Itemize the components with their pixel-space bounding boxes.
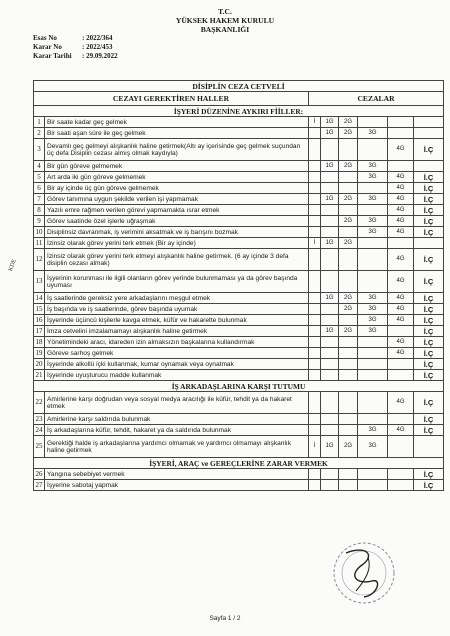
offense-description: Bir ay içinde üç gün göreve gelmemek bbox=[45, 183, 309, 194]
offense-description: Amirlerine karşı doğrudan veya sosyal medya aracılığı ile küfür, tehdit ya da hakaret etmek bbox=[45, 392, 309, 414]
column-header-penalties: CEZALAR bbox=[309, 92, 444, 106]
penalty-cell: İ.Ç bbox=[414, 348, 444, 359]
penalty-cell: 1G bbox=[321, 293, 339, 304]
table-row bbox=[34, 315, 444, 326]
penalty-cell: 4G bbox=[388, 172, 414, 183]
penalty-cell: İ.Ç bbox=[414, 304, 444, 315]
penalty-cell bbox=[388, 469, 414, 480]
penalty-cell bbox=[358, 271, 388, 293]
penalty-cell bbox=[309, 139, 321, 161]
penalty-cell bbox=[309, 161, 321, 172]
penalty-cell: İ.Ç bbox=[414, 183, 444, 194]
penalty-cell: 3G bbox=[358, 315, 388, 326]
table-row bbox=[34, 194, 444, 205]
row-number: 10 bbox=[35, 227, 43, 236]
row-number: 3 bbox=[34, 139, 45, 161]
penalty-cell: 2G bbox=[339, 128, 358, 139]
penalty-cell bbox=[414, 128, 444, 139]
penalty-cell bbox=[321, 315, 339, 326]
penalty-cell bbox=[339, 227, 358, 238]
penalty-cell: 2G bbox=[339, 326, 358, 337]
penalty-cell: İ.Ç bbox=[414, 194, 444, 205]
table-row bbox=[34, 139, 444, 161]
offense-description: Devamlı geç gelmeyi alışkanlık haline getirmek(Altı ay içerisinde geç gelmek suçundan üç defa Disiplin cezası almış olmak kaydıyla) bbox=[45, 139, 309, 161]
row-number: 12 bbox=[34, 249, 45, 271]
penalty-cell: 4G bbox=[388, 183, 414, 194]
penalty-cell bbox=[388, 436, 414, 458]
penalty-cell bbox=[309, 425, 321, 436]
penalty-cell: 2G bbox=[339, 117, 358, 128]
row-number: 27 bbox=[35, 480, 43, 489]
table-row bbox=[34, 359, 444, 370]
header-department: BAŞKANLIĞI bbox=[200, 25, 250, 34]
offense-description: Art arda iki gün göreve gelmemek bbox=[45, 172, 309, 183]
table-row bbox=[34, 293, 444, 304]
signature-stamp bbox=[326, 535, 402, 607]
penalty-cell: 3G bbox=[358, 227, 388, 238]
case-meta bbox=[33, 34, 118, 61]
offense-description: İşyerinde üçüncü kişilerle kavga etmek, küfür ve hakarette bulunmak bbox=[45, 315, 309, 326]
penalty-cell bbox=[339, 425, 358, 436]
penalty-cell bbox=[309, 293, 321, 304]
row-number: 13 bbox=[34, 271, 45, 293]
discipline-table bbox=[33, 80, 444, 491]
header-institution: YÜKSEK HAKEM KURULU bbox=[175, 16, 275, 25]
penalty-cell: 4G bbox=[388, 348, 414, 359]
offense-description: İmza cetvelini imzalamamayı alışkanlık haline getirmek bbox=[45, 326, 309, 337]
penalty-cell bbox=[358, 238, 388, 249]
penalty-cell bbox=[358, 139, 388, 161]
offense-description: İş saatlerinde gereksiz yere arkadaşlarını meşgul etmek bbox=[45, 293, 309, 304]
penalty-cell bbox=[321, 425, 339, 436]
penalty-cell: 4G bbox=[388, 205, 414, 216]
penalty-cell bbox=[358, 370, 388, 381]
offense-description: Bir saati aşan süre ile geç gelmek bbox=[45, 128, 309, 139]
offense-description: İş başında ve iş saatlerinde, görev başında uyumak bbox=[45, 304, 309, 315]
meta-esas: Esas No : 2022/364 bbox=[33, 34, 113, 42]
row-number: 8 bbox=[34, 205, 45, 216]
row-number: 11 bbox=[34, 238, 45, 249]
penalty-cell bbox=[309, 216, 321, 227]
penalty-cell bbox=[388, 117, 414, 128]
penalty-cell bbox=[321, 249, 339, 271]
penalty-cell: 3G bbox=[358, 304, 388, 315]
column-header-row bbox=[34, 92, 444, 106]
penalty-cell bbox=[388, 128, 414, 139]
penalty-cell: 4G bbox=[388, 337, 414, 348]
penalty-cell: 1G bbox=[321, 194, 339, 205]
penalty-cell bbox=[321, 392, 339, 414]
offense-description: İşyerinde uyuşturucu madde kullanmak bbox=[45, 370, 309, 381]
offense-description: İzinsiz olarak görev yerini terk etmek (Bir ay içinde) bbox=[45, 238, 309, 249]
penalty-cell bbox=[321, 480, 339, 491]
penalty-cell bbox=[309, 172, 321, 183]
penalty-cell: 4G bbox=[388, 315, 414, 326]
meta-karar: Karar No : 2022/453 bbox=[33, 43, 113, 51]
table-row bbox=[34, 249, 444, 271]
penalty-cell: İ.Ç bbox=[414, 315, 444, 326]
penalty-cell: İ.Ç bbox=[414, 414, 444, 425]
table-row bbox=[34, 227, 444, 238]
penalty-cell bbox=[388, 370, 414, 381]
penalty-cell: 3G bbox=[358, 128, 388, 139]
penalty-cell bbox=[321, 227, 339, 238]
penalty-cell: 3G bbox=[358, 161, 388, 172]
page-number: Sayfa 1 / 2 bbox=[209, 615, 241, 622]
column-header-offenses: CEZAYI GEREKTİREN HALLER bbox=[34, 92, 309, 106]
penalty-cell: 1G bbox=[321, 238, 339, 249]
penalty-cell: İ.Ç bbox=[414, 337, 444, 348]
penalty-cell: İ.Ç bbox=[414, 392, 444, 414]
penalty-cell bbox=[309, 194, 321, 205]
penalty-cell bbox=[388, 161, 414, 172]
section-title: İŞYERİ, ARAÇ ve GEREÇLERİNE ZARAR VERMEK bbox=[34, 458, 444, 469]
table-row bbox=[34, 337, 444, 348]
penalty-cell: 2G bbox=[339, 194, 358, 205]
row-number: 7 bbox=[34, 194, 45, 205]
penalty-cell bbox=[388, 359, 414, 370]
offense-description: Disiplinsiz davranmak, iş verimini aksatmak ve iş barışını bozmak bbox=[45, 227, 309, 238]
penalty-cell bbox=[358, 359, 388, 370]
table-row bbox=[34, 425, 444, 436]
penalty-cell bbox=[358, 469, 388, 480]
penalty-cell bbox=[339, 337, 358, 348]
penalty-cell bbox=[339, 183, 358, 194]
penalty-cell: İ.Ç bbox=[414, 172, 444, 183]
penalty-cell bbox=[358, 205, 388, 216]
penalty-cell: 4G bbox=[388, 425, 414, 436]
row-number: 19 bbox=[35, 348, 43, 357]
penalty-cell bbox=[321, 216, 339, 227]
penalty-cell bbox=[388, 480, 414, 491]
table-row bbox=[34, 161, 444, 172]
penalty-cell: 2G bbox=[339, 436, 358, 458]
penalty-cell: 1G bbox=[321, 436, 339, 458]
row-number: 25 bbox=[34, 436, 45, 458]
penalty-cell bbox=[414, 117, 444, 128]
table-row bbox=[34, 480, 444, 491]
penalty-cell bbox=[309, 304, 321, 315]
penalty-cell bbox=[339, 172, 358, 183]
penalty-cell bbox=[309, 348, 321, 359]
row-number: 17 bbox=[35, 326, 43, 335]
penalty-cell bbox=[358, 348, 388, 359]
penalty-cell: 4G bbox=[388, 249, 414, 271]
penalty-cell: 3G bbox=[358, 326, 388, 337]
penalty-cell bbox=[309, 469, 321, 480]
penalty-cell bbox=[388, 238, 414, 249]
penalty-cell bbox=[388, 414, 414, 425]
row-number: 21 bbox=[35, 370, 43, 379]
penalty-cell bbox=[339, 414, 358, 425]
table-row bbox=[34, 128, 444, 139]
penalty-cell: 1G bbox=[321, 161, 339, 172]
penalty-cell: 1G bbox=[321, 326, 339, 337]
offense-description: Bir saate kadar geç gelmek bbox=[45, 117, 309, 128]
penalty-cell bbox=[309, 370, 321, 381]
penalty-cell bbox=[321, 370, 339, 381]
table-row bbox=[34, 172, 444, 183]
offense-description: Görev tanımına uygun şekilde verilen işi yapmamak bbox=[45, 194, 309, 205]
table-row bbox=[34, 216, 444, 227]
penalty-cell bbox=[339, 469, 358, 480]
penalty-cell bbox=[414, 436, 444, 458]
penalty-cell bbox=[358, 117, 388, 128]
penalty-cell bbox=[309, 227, 321, 238]
offense-description: Görev saatinde özel işlerle uğraşmak bbox=[45, 216, 309, 227]
penalty-cell bbox=[309, 359, 321, 370]
table-row bbox=[34, 326, 444, 337]
penalty-cell: 1G bbox=[321, 128, 339, 139]
penalty-cell bbox=[388, 326, 414, 337]
penalty-cell: 3G bbox=[358, 436, 388, 458]
table-row bbox=[34, 205, 444, 216]
penalty-cell: İ.Ç bbox=[414, 326, 444, 337]
penalty-cell: 3G bbox=[358, 172, 388, 183]
table-row bbox=[34, 348, 444, 359]
penalty-cell bbox=[321, 359, 339, 370]
table-row bbox=[34, 370, 444, 381]
penalty-cell: 3G bbox=[358, 216, 388, 227]
offense-description: İşyerine sabotaj yapmak bbox=[45, 480, 309, 491]
row-number: 18 bbox=[35, 337, 43, 346]
table-row bbox=[34, 117, 444, 128]
penalty-cell bbox=[309, 414, 321, 425]
penalty-cell: 1G bbox=[321, 117, 339, 128]
penalty-cell: İ.Ç bbox=[414, 370, 444, 381]
offense-description: Yangına sebebiyet vermek bbox=[45, 469, 309, 480]
penalty-cell bbox=[339, 249, 358, 271]
penalty-cell bbox=[339, 359, 358, 370]
penalty-cell: İ.Ç bbox=[414, 469, 444, 480]
penalty-cell: İ.Ç bbox=[414, 216, 444, 227]
penalty-cell: 4G bbox=[388, 304, 414, 315]
table-row bbox=[34, 436, 444, 458]
penalty-cell: İ.Ç bbox=[414, 205, 444, 216]
penalty-cell: 4G bbox=[388, 271, 414, 293]
penalty-cell: 4G bbox=[388, 216, 414, 227]
penalty-cell: İ.Ç bbox=[414, 359, 444, 370]
penalty-cell: 4G bbox=[388, 227, 414, 238]
penalty-cell bbox=[339, 139, 358, 161]
penalty-cell bbox=[321, 205, 339, 216]
penalty-cell bbox=[339, 370, 358, 381]
penalty-cell bbox=[321, 172, 339, 183]
penalty-cell bbox=[321, 414, 339, 425]
penalty-cell bbox=[309, 128, 321, 139]
penalty-cell bbox=[358, 249, 388, 271]
penalty-cell bbox=[321, 183, 339, 194]
row-number: 23 bbox=[35, 414, 43, 423]
penalty-cell: İ bbox=[309, 117, 321, 128]
penalty-cell: İ.Ç bbox=[414, 271, 444, 293]
penalty-cell: İ.Ç bbox=[414, 293, 444, 304]
row-number: 1 bbox=[34, 117, 45, 128]
penalty-cell: 3G bbox=[358, 293, 388, 304]
row-number: 9 bbox=[34, 216, 45, 227]
table-row bbox=[34, 271, 444, 293]
penalty-cell bbox=[358, 480, 388, 491]
row-number: 4 bbox=[34, 161, 45, 172]
row-number: 6 bbox=[34, 183, 45, 194]
row-number: 15 bbox=[35, 304, 43, 313]
penalty-cell: 3G bbox=[358, 194, 388, 205]
row-number: 16 bbox=[35, 315, 43, 324]
penalty-cell bbox=[309, 249, 321, 271]
penalty-cell bbox=[321, 271, 339, 293]
offense-description: İş arkadaşlarına küfür, tehdit, hakaret ya da saldırıda bulunmak bbox=[45, 425, 309, 436]
penalty-cell: 2G bbox=[339, 216, 358, 227]
penalty-cell bbox=[309, 271, 321, 293]
table-row bbox=[34, 392, 444, 414]
offense-description: Gerektiği halde iş arkadaşlarına yardımcı olmamak ve yardımcı olmamayı alışkanlık haline getirmek bbox=[45, 436, 309, 458]
penalty-cell: 2G bbox=[339, 161, 358, 172]
penalty-cell: 2G bbox=[339, 238, 358, 249]
penalty-cell bbox=[358, 414, 388, 425]
penalty-cell: İ.Ç bbox=[414, 249, 444, 271]
penalty-cell: 4G bbox=[388, 392, 414, 414]
section-title: İŞ ARKADAŞLARINA KARŞI TUTUMU bbox=[34, 381, 444, 392]
offense-description: Yönetimindeki aracı, idareden izin almaksızın başkalarına kullandırmak bbox=[45, 337, 309, 348]
row-number: 2 bbox=[34, 128, 45, 139]
penalty-cell bbox=[358, 392, 388, 414]
penalty-cell bbox=[309, 392, 321, 414]
section-header-row bbox=[34, 106, 444, 117]
penalty-cell bbox=[321, 348, 339, 359]
penalty-cell bbox=[339, 271, 358, 293]
table-row bbox=[34, 469, 444, 480]
offense-description: İzinsiz olarak görev yerini terk etmeyi alışkanlık haline getirmek. (6 ay içinde 3 defa disiplin cezası almak) bbox=[45, 249, 309, 271]
offense-description: Göreve sarhoş gelmek bbox=[45, 348, 309, 359]
penalty-cell: İ bbox=[309, 238, 321, 249]
penalty-cell bbox=[321, 139, 339, 161]
row-number: 26 bbox=[35, 469, 43, 478]
penalty-cell: 2G bbox=[339, 304, 358, 315]
penalty-cell bbox=[309, 337, 321, 348]
penalty-cell: 4G bbox=[388, 194, 414, 205]
penalty-cell bbox=[414, 161, 444, 172]
header-tc: T.C. bbox=[218, 7, 232, 16]
penalty-cell: İ.Ç bbox=[414, 425, 444, 436]
penalty-cell bbox=[309, 315, 321, 326]
offense-description: İşyerinde alkollü içki kullanmak, kumar oynamak veya oynatmak bbox=[45, 359, 309, 370]
offense-description: İşyerinin korunması ile ilgili olanların görev yerinde bulunmaması ya da görev başında uyuması bbox=[45, 271, 309, 293]
penalty-cell bbox=[339, 392, 358, 414]
penalty-cell: İ.Ç bbox=[414, 480, 444, 491]
row-number: 22 bbox=[34, 392, 45, 414]
penalty-cell bbox=[339, 348, 358, 359]
penalty-cell: İ.Ç bbox=[414, 139, 444, 161]
penalty-cell: 4G bbox=[388, 293, 414, 304]
offense-description: Yazılı emre rağmen verilen görevi yapmamakta ısrar etmek bbox=[45, 205, 309, 216]
offense-description: Amirlerine karşı saldırıda bulunmak bbox=[45, 414, 309, 425]
section-title: İŞYERİ DÜZENİNE AYKIRI FİİLLER: bbox=[34, 106, 444, 117]
penalty-cell bbox=[358, 337, 388, 348]
row-number: 5 bbox=[34, 172, 45, 183]
penalty-cell bbox=[321, 337, 339, 348]
table-row bbox=[34, 238, 444, 249]
penalty-cell bbox=[321, 304, 339, 315]
penalty-cell bbox=[339, 480, 358, 491]
table-row bbox=[34, 414, 444, 425]
penalty-cell bbox=[309, 480, 321, 491]
row-number: 24 bbox=[35, 425, 43, 434]
penalty-cell bbox=[309, 205, 321, 216]
penalty-cell: 3G bbox=[358, 425, 388, 436]
penalty-cell bbox=[339, 315, 358, 326]
offense-description: Bir gün göreve gelmemek bbox=[45, 161, 309, 172]
table-title-row bbox=[34, 81, 444, 92]
penalty-cell bbox=[358, 183, 388, 194]
meta-karar-tarihi: Karar Tarihi : 29.09.2022 bbox=[33, 52, 118, 60]
penalty-cell: İ.Ç bbox=[414, 227, 444, 238]
section-header-row bbox=[34, 381, 444, 392]
row-number: 14 bbox=[35, 293, 43, 302]
penalty-cell: İ bbox=[309, 436, 321, 458]
table-row bbox=[34, 304, 444, 315]
penalty-cell bbox=[414, 238, 444, 249]
penalty-cell bbox=[321, 469, 339, 480]
row-number: 20 bbox=[35, 359, 43, 368]
table-row bbox=[34, 183, 444, 194]
section-header-row bbox=[34, 458, 444, 469]
penalty-cell bbox=[339, 205, 358, 216]
table-title: DİSİPLİN CEZA CETVELİ bbox=[34, 81, 444, 92]
penalty-cell: 2G bbox=[339, 293, 358, 304]
margin-note: KDE bbox=[8, 258, 18, 273]
penalty-cell: 4G bbox=[388, 139, 414, 161]
penalty-cell bbox=[309, 183, 321, 194]
penalty-cell bbox=[309, 326, 321, 337]
